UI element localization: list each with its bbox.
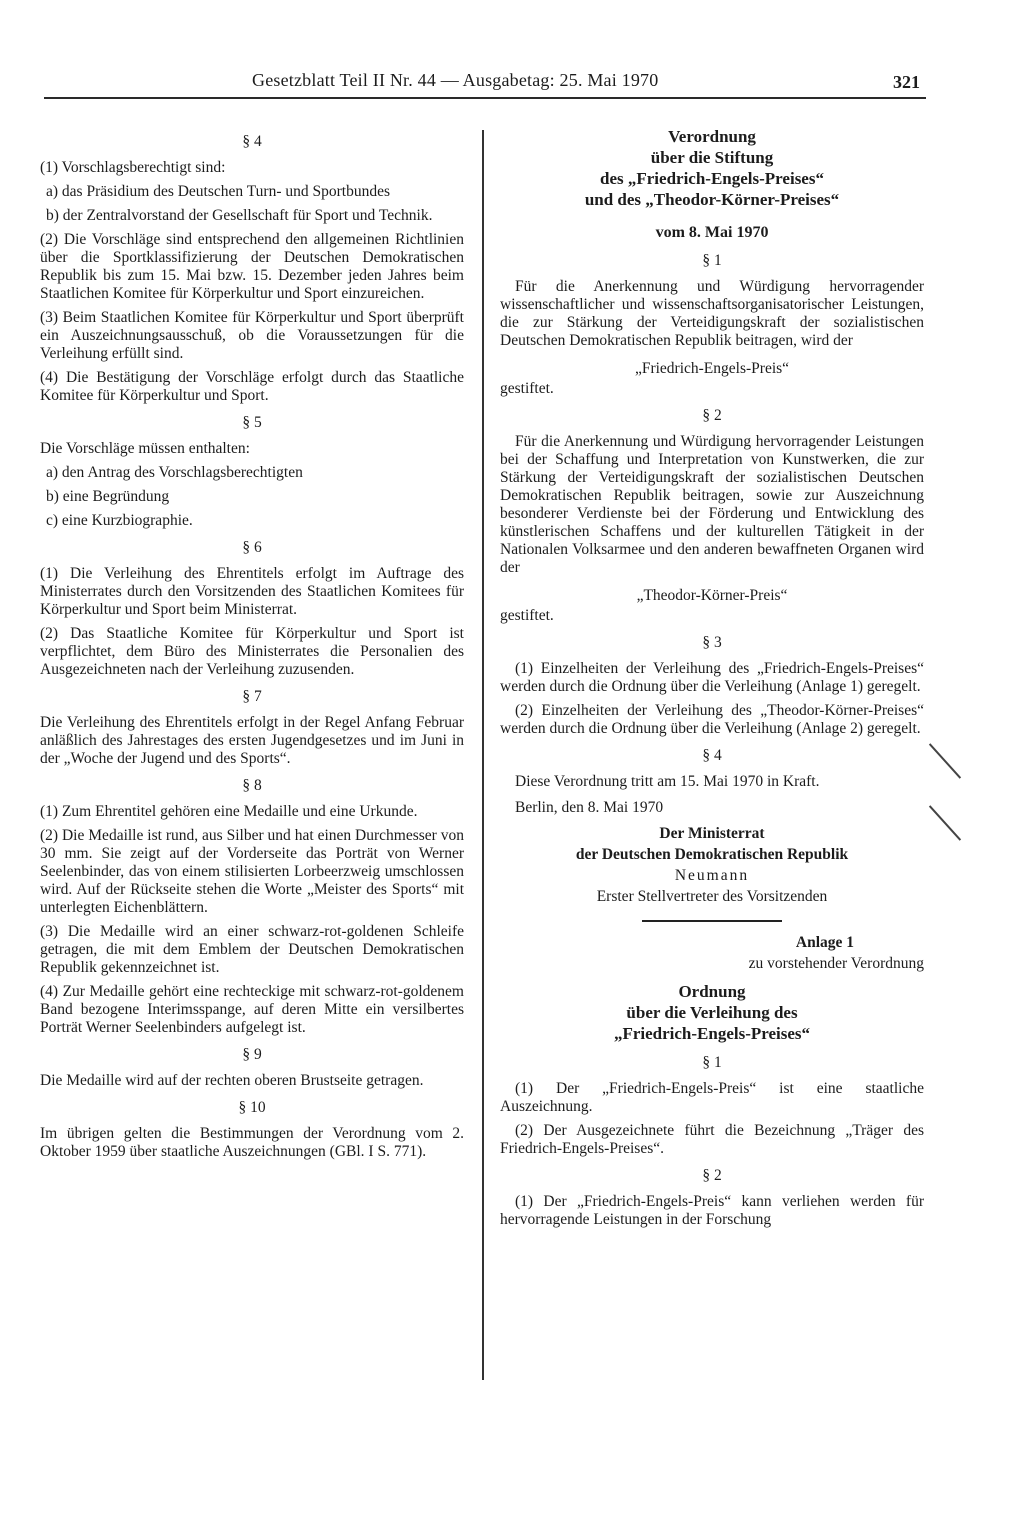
paragraph: (1) Vorschlagsberechtigt sind: — [40, 159, 226, 176]
paragraph: (2) Der Ausgezeichnete führt die Bezeichnung „Träger des Friedrich-Engels-Preises“. — [500, 1122, 924, 1157]
paragraph: (3) Die Medaille wird an einer schwarz-rot-goldenen Schleife getragen, die mit dem Emblem der Deutschen Demokratischen Republik gekennzeichnet ist. — [40, 923, 464, 976]
section-heading: § 3 — [702, 634, 722, 651]
paragraph: (1) Zum Ehrentitel gehören eine Medaille und eine Urkunde. — [40, 803, 418, 820]
paragraph: (2) Die Medaille ist rund, aus Silber und hat einen Durchmesser von 30 mm. Sie zeigt auf der Vorderseite das Porträt von Werner Seelenbinder, das von einem stilisierten Lorbeerzweig umschlossen wird. Auf der Rückseite stehen die Worte „Meister des Sports“ mit unterlegten Eichenblättern. — [40, 827, 464, 916]
margin-mark — [929, 743, 961, 779]
paragraph: Diese Verordnung tritt am 15. Mai 1970 in Kraft. — [515, 773, 820, 790]
paragraph: Die Verleihung des Ehrentitels erfolgt in der Regel Anfang Februar anläßlich des Jahrestages des ersten Jugendgesetzes und im Juni in der „Woche der Jugend und des Sports“. — [40, 714, 464, 767]
paragraph: (3) Beim Staatlichen Komitee für Körperkultur und Sport überprüft ein Auszeichnungsausschuß, ob die Voraussetzungen für die Verleihung erfüllt sind. — [40, 309, 464, 362]
prize-name: „Theodor-Körner-Preis“ — [636, 587, 788, 604]
paragraph: gestiftet. — [500, 380, 554, 397]
decree-title-line: Verordnung — [668, 127, 756, 146]
section-heading: § 7 — [242, 688, 262, 705]
decree-title-line: des „Friedrich-Engels-Preises“ — [600, 169, 824, 188]
section-heading: § 9 — [242, 1046, 262, 1063]
list-item: a) das Präsidium des Deutschen Turn- und Sportbundes — [46, 183, 390, 200]
section-heading: § 1 — [702, 1054, 722, 1071]
section-heading: § 6 — [242, 539, 262, 556]
prize-name: „Friedrich-Engels-Preis“ — [634, 360, 790, 377]
list-item: b) der Zentralvorstand der Gesellschaft für Sport und Technik. — [46, 207, 433, 224]
signatory-body: der Deutschen Demokratischen Republik — [575, 846, 849, 863]
column-divider — [482, 130, 484, 1380]
paragraph: (1) Einzelheiten der Verleihung des „Friedrich-Engels-Preises“ werden durch die Ordnung über die Verleihung (Anlage 1) geregelt. — [500, 660, 924, 695]
list-item: c) eine Kurzbiographie. — [46, 512, 193, 529]
paragraph: (1) Der „Friedrich-Engels-Preis“ ist eine staatliche Auszeichnung. — [500, 1080, 924, 1115]
paragraph: (2) Einzelheiten der Verleihung des „Theodor-Körner-Preises“ werden durch die Ordnung über die Verleihung (Anlage 2) geregelt. — [500, 702, 924, 737]
section-heading: § 10 — [238, 1099, 266, 1116]
annex-title-line: „Friedrich-Engels-Preises“ — [613, 1024, 811, 1043]
signatory-body: Der Ministerrat — [659, 825, 765, 842]
paragraph: (4) Zur Medaille gehört eine rechteckige mit schwarz-rot-goldenem Band bezogene Interimsspange, auf deren Mitte ein versilbertes Porträt Werner Seelenbinders aufgelegt ist. — [40, 983, 464, 1036]
paragraph: Im übrigen gelten die Bestimmungen der Verordnung vom 2. Oktober 1959 über staatliche Auszeichnungen (GBl. I S. 771). — [40, 1125, 464, 1160]
margin-mark — [929, 805, 961, 841]
page-number: 321 — [893, 72, 920, 92]
annex-title — [500, 981, 924, 1044]
annex-reference: zu vorstehender Verordnung — [748, 955, 924, 972]
paragraph: (2) Die Vorschläge sind entsprechend den allgemeinen Richtlinien über die Sportklassifizierung der Deutschen Demokratischen Republik bis zum 15. Mai bzw. 15. Dezember jeden Jahres beim Staatlichen Komitee für Körperkultur und Sport einzureichen. — [40, 231, 464, 302]
annex-label: Anlage 1 — [795, 934, 854, 951]
paragraph: Die Vorschläge müssen enthalten: — [40, 440, 250, 457]
signatory-name: Neumann — [674, 867, 750, 884]
list-item: a) den Antrag des Vorschlagsberechtigten — [46, 464, 303, 481]
paragraph: (1) Die Verleihung des Ehrentitels erfolgt im Auftrage des Ministerrates durch den Vorsitzenden des Staatlichen Komitees für Körperkultur und Sport beim Ministerrat. — [40, 565, 464, 618]
place-date: Berlin, den 8. Mai 1970 — [515, 799, 664, 816]
paragraph: Für die Anerkennung und Würdigung hervorragender wissenschaftlicher und wissenschaftsorganisatorischer Leistungen, die zur Stärkung der Verteidigungskraft der sozialistischen Deutschen Demokratischen Republik beitragen, wird der — [500, 278, 924, 349]
paragraph: Für die Anerkennung und Würdigung hervorragender Leistungen bei der Schaffung und Interpretation von Kunstwerken, die zur Stärkung der Verteidigungskraft der sozialistischen Deutschen Demokratischen Republik beitragen, sowie zur Auszeichnung besonderer Verdienste bei der Förderung und Entwicklung des künstlerischen Schaffens und der kulturellen Tätigkeit in der Nationalen Volksarmee und den anderen bewaffneten Organen wird der — [500, 433, 924, 576]
annex-title-line: Ordnung — [678, 982, 746, 1001]
decree-date: vom 8. Mai 1970 — [655, 224, 769, 241]
section-heading: § 1 — [702, 252, 722, 269]
running-title: Gesetzblatt Teil II Nr. 44 — Ausgabetag: 25. Mai 1970 — [252, 70, 659, 90]
list-item: b) eine Begründung — [46, 488, 170, 505]
paragraph: (2) Das Staatliche Komitee für Körperkultur und Sport ist verpflichtet, dem Büro des Ministerrates die Personalien des Ausgezeichneten nach der Verleihung zuzusenden. — [40, 625, 464, 678]
header-rule — [44, 97, 926, 99]
paragraph: (1) Der „Friedrich-Engels-Preis“ kann verliehen werden für hervorragende Leistungen in der Forschung — [500, 1193, 924, 1228]
section-heading: § 4 — [242, 133, 262, 150]
decree-title-line: und des „Theodor-Körner-Preises“ — [584, 190, 840, 209]
annex-title-line: über die Verleihung des — [626, 1003, 798, 1022]
paragraph: Die Medaille wird auf der rechten oberen Brustseite getragen. — [40, 1072, 424, 1089]
left-column — [40, 124, 464, 1167]
section-heading: § 4 — [702, 747, 722, 764]
paragraph: gestiftet. — [500, 607, 554, 624]
separator-rule — [642, 920, 782, 922]
paragraph: (4) Die Bestätigung der Vorschläge erfolgt durch das Staatliche Komitee für Körperkultur und Sport. — [40, 369, 464, 404]
section-heading: § 8 — [242, 777, 262, 794]
decree-title — [500, 126, 924, 210]
section-heading: § 5 — [242, 414, 262, 431]
section-heading: § 2 — [702, 1167, 722, 1184]
section-heading: § 2 — [702, 407, 722, 424]
decree-title-line: über die Stiftung — [650, 148, 774, 167]
right-column — [500, 126, 924, 1235]
signatory-role: Erster Stellvertreter des Vorsitzenden — [596, 888, 828, 905]
